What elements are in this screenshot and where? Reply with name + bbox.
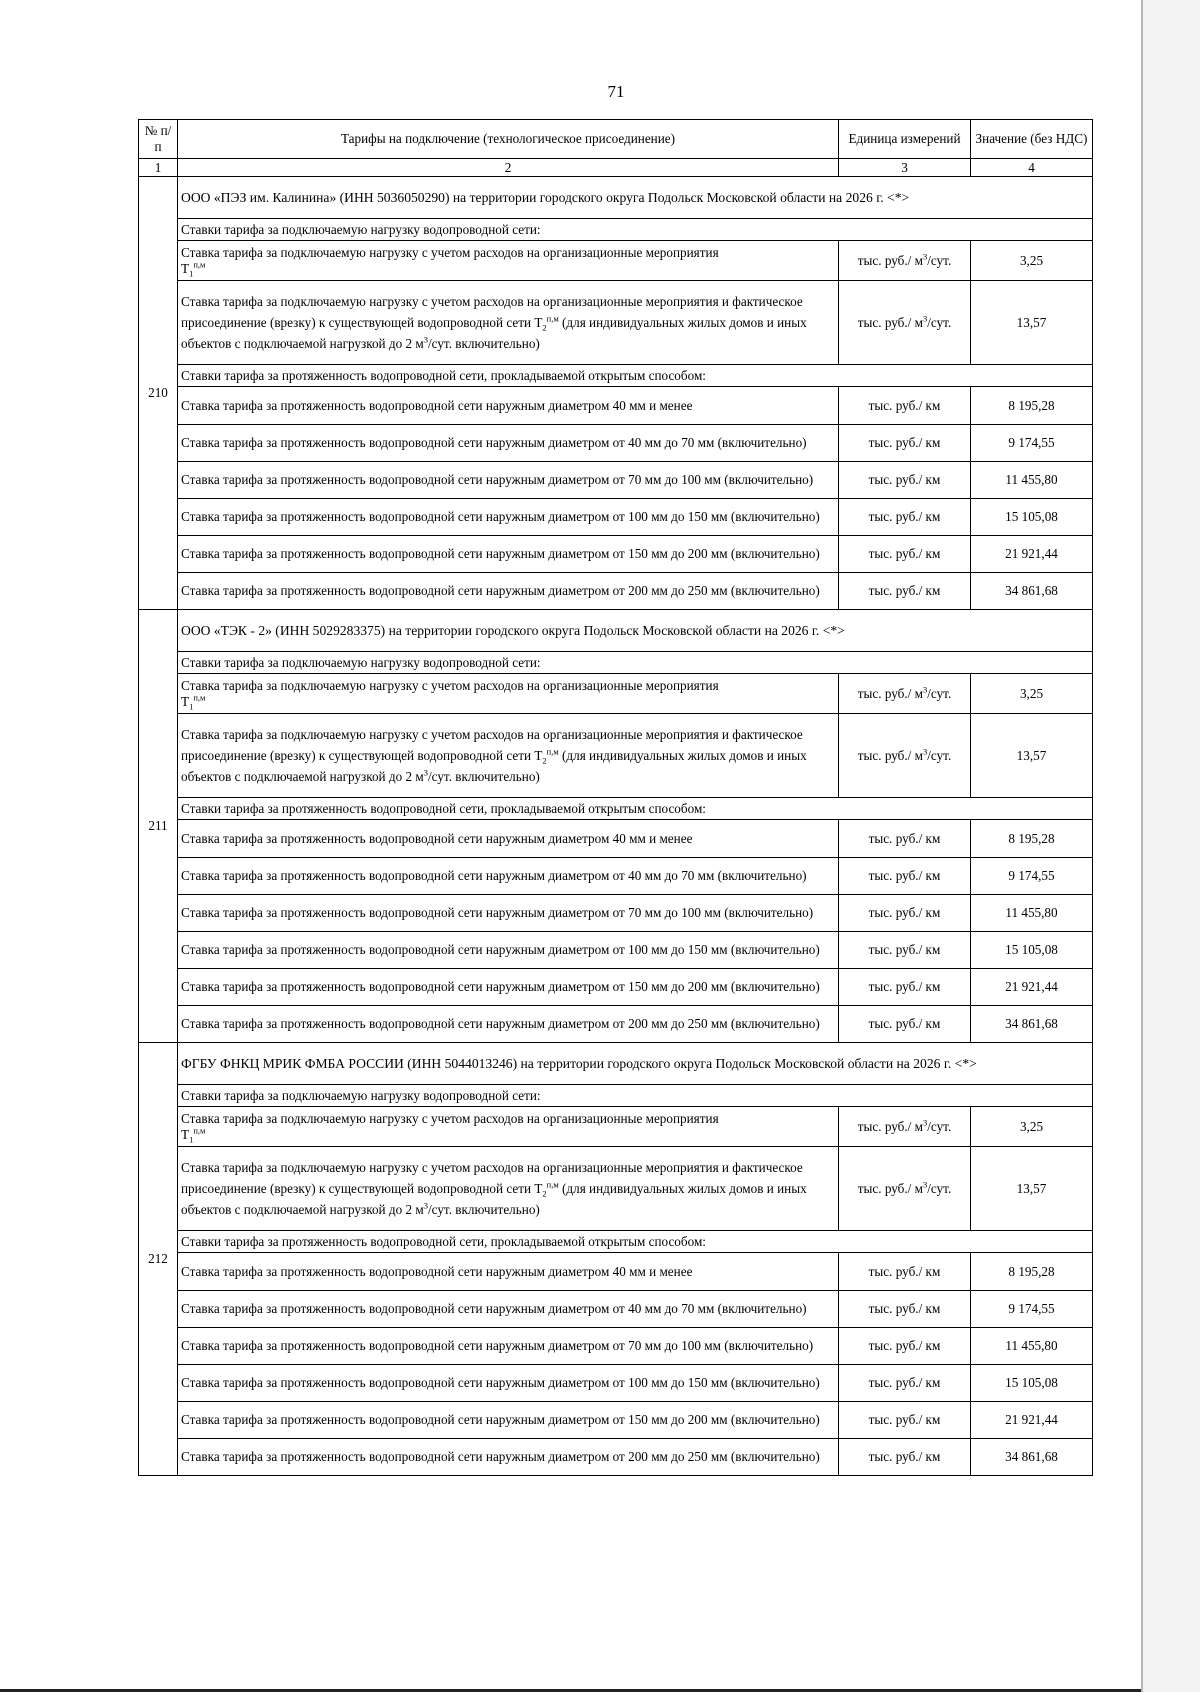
table-row bbox=[139, 932, 1093, 969]
tariff-description bbox=[178, 1107, 839, 1147]
row-value bbox=[971, 1328, 1093, 1365]
tariff-row-t2 bbox=[139, 281, 1093, 365]
table-row bbox=[139, 1365, 1093, 1402]
unit-text: тыс. руб./ км bbox=[868, 1301, 941, 1316]
tariff-subscript: 2 bbox=[542, 755, 547, 766]
org-row bbox=[139, 610, 1093, 652]
table-header-row bbox=[139, 120, 1093, 159]
row-description bbox=[178, 1253, 839, 1291]
page-number: 71 bbox=[607, 82, 625, 101]
tariff-row-t1 bbox=[139, 674, 1093, 714]
row-text: Ставка тарифа за протяженность водопроводной сети наружным диаметром от 70 мм до 100 мм (включительно) bbox=[181, 1338, 814, 1353]
length-header-cell bbox=[178, 365, 1093, 387]
value-text: 9 174,55 bbox=[1008, 868, 1055, 883]
tariff-value bbox=[971, 281, 1093, 365]
row-description bbox=[178, 387, 839, 425]
table-row bbox=[139, 499, 1093, 536]
row-value bbox=[971, 499, 1093, 536]
row-unit bbox=[839, 858, 971, 895]
org-title-cell bbox=[178, 177, 1093, 219]
row-unit bbox=[839, 499, 971, 536]
row-text: Ставка тарифа за протяженность водопроводной сети наружным диаметром от 150 мм до 200 мм (включительно) bbox=[181, 1412, 820, 1427]
unit-text: /сут. bbox=[927, 685, 952, 701]
table-row bbox=[139, 1439, 1093, 1476]
row-text: Ставка тарифа за протяженность водопроводной сети наружным диаметром от 40 мм до 70 мм (включительно) bbox=[181, 868, 807, 883]
unit-text: тыс. руб./ км bbox=[868, 1016, 941, 1031]
row-unit bbox=[839, 1291, 971, 1328]
row-text: Ставка тарифа за протяженность водопроводной сети наружным диаметром от 100 мм до 150 мм (включительно) bbox=[181, 942, 820, 957]
tariff-text: /сут. включительно) bbox=[428, 1202, 540, 1217]
value-text: 13,57 bbox=[1016, 747, 1047, 763]
tariff-superscript: п,м bbox=[193, 259, 206, 270]
unit-text: тыс. руб./ км bbox=[868, 472, 941, 487]
text-superscript: 3 bbox=[423, 334, 428, 345]
row-number: 210 bbox=[148, 385, 168, 400]
unit-text: тыс. руб./ м bbox=[857, 747, 923, 763]
unit-text: тыс. руб./ км bbox=[868, 1263, 941, 1279]
value-text: 21 921,44 bbox=[1005, 546, 1058, 561]
unit-text: /сут. bbox=[927, 314, 952, 330]
row-value bbox=[971, 1402, 1093, 1439]
tariff-table bbox=[138, 119, 1093, 1476]
tariff-superscript: п,м bbox=[546, 313, 559, 324]
value-text: 13,57 bbox=[1016, 1180, 1047, 1196]
load-header-row bbox=[139, 219, 1093, 241]
tariff-description bbox=[178, 1147, 839, 1231]
tariff-value bbox=[971, 714, 1093, 798]
row-unit bbox=[839, 1006, 971, 1043]
tariff-description bbox=[178, 674, 839, 714]
table-row bbox=[139, 1006, 1093, 1043]
row-unit bbox=[839, 1253, 971, 1291]
unit-text: тыс. руб./ км bbox=[868, 1449, 941, 1464]
tariff-text: (для индивидуальных жилых домов и иных объектов с подключаемой нагрузкой до 2 м bbox=[181, 1181, 807, 1217]
row-description bbox=[178, 1291, 839, 1328]
header-value: Значение (без НДС) bbox=[971, 120, 1093, 159]
org-row bbox=[139, 177, 1093, 219]
unit-text: тыс. руб./ км bbox=[868, 1375, 941, 1390]
tariff-unit bbox=[839, 281, 971, 365]
row-number-cell bbox=[139, 1043, 178, 1476]
tariff-unit bbox=[839, 1107, 971, 1147]
tariff-row-t2 bbox=[139, 1147, 1093, 1231]
column-index: 3 bbox=[839, 159, 971, 177]
tariff-symbol: Т bbox=[181, 260, 190, 276]
row-unit bbox=[839, 1365, 971, 1402]
row-text: Ставка тарифа за протяженность водопроводной сети наружным диаметром от 150 мм до 200 мм (включительно) bbox=[181, 546, 820, 561]
tariff-subscript: 1 bbox=[189, 1134, 194, 1145]
unit-text: тыс. руб./ км bbox=[868, 868, 941, 883]
unit-text: тыс. руб./ км bbox=[868, 435, 941, 450]
value-text: 8 195,28 bbox=[1008, 397, 1055, 413]
text-superscript: 3 bbox=[423, 1200, 428, 1211]
org-row bbox=[139, 1043, 1093, 1085]
row-text: Ставка тарифа за протяженность водопроводной сети наружным диаметром от 200 мм до 250 мм (включительно) bbox=[181, 583, 820, 598]
column-index: 2 bbox=[178, 159, 839, 177]
length-header-cell bbox=[178, 1231, 1093, 1253]
load-header: Ставки тарифа за подключаемую нагрузку водопроводной сети: bbox=[181, 221, 541, 237]
tariff-text: Ставка тарифа за подключаемую нагрузку с учетом расходов на организационные мероприятия и фактическое присоединение (врезку) к существующей водопроводной сети Т bbox=[181, 727, 803, 763]
value-text: 11 455,80 bbox=[1005, 1338, 1058, 1353]
row-description bbox=[178, 1006, 839, 1043]
tariff-unit bbox=[839, 714, 971, 798]
org-title: ФГБУ ФНКЦ МРИК ФМБА РОССИИ (ИНН 5044013246) на территории городского округа Подольск Московской области на 2026 г. <*> bbox=[181, 1055, 977, 1071]
tariff-row-t1 bbox=[139, 241, 1093, 281]
row-unit bbox=[839, 425, 971, 462]
unit-text: /сут. bbox=[927, 747, 952, 763]
value-text: 11 455,80 bbox=[1005, 905, 1058, 920]
unit-text: тыс. руб./ м bbox=[857, 252, 923, 268]
tariff-subscript: 1 bbox=[189, 701, 194, 712]
unit-text: /сут. bbox=[927, 1118, 952, 1134]
column-index-row bbox=[139, 159, 1093, 177]
tariff-description bbox=[178, 714, 839, 798]
table-row bbox=[139, 425, 1093, 462]
row-unit bbox=[839, 1439, 971, 1476]
value-text: 11 455,80 bbox=[1005, 472, 1058, 487]
unit-text: тыс. руб./ м bbox=[857, 314, 923, 330]
row-value bbox=[971, 1006, 1093, 1043]
length-header-cell bbox=[178, 798, 1093, 820]
unit-superscript: 3 bbox=[922, 313, 928, 324]
row-value bbox=[971, 462, 1093, 499]
tariff-text: Ставка тарифа за подключаемую нагрузку с учетом расходов на организационные мероприятия bbox=[181, 244, 719, 260]
value-text: 3,25 bbox=[1019, 1118, 1044, 1134]
tariff-value bbox=[971, 1147, 1093, 1231]
column-index: 4 bbox=[971, 159, 1093, 177]
tariff-row-t1 bbox=[139, 1107, 1093, 1147]
row-unit bbox=[839, 387, 971, 425]
tariff-value bbox=[971, 241, 1093, 281]
value-text: 21 921,44 bbox=[1005, 979, 1058, 994]
unit-text: тыс. руб./ км bbox=[868, 1412, 941, 1427]
row-text: Ставка тарифа за протяженность водопроводной сети наружным диаметром от 70 мм до 100 мм (включительно) bbox=[181, 905, 814, 920]
row-description bbox=[178, 1402, 839, 1439]
row-number-cell bbox=[139, 610, 178, 1043]
unit-text: /сут. bbox=[927, 252, 952, 268]
unit-superscript: 3 bbox=[922, 251, 928, 262]
tariff-superscript: п,м bbox=[546, 1179, 559, 1190]
row-text: Ставка тарифа за протяженность водопроводной сети наружным диаметром 40 мм и менее bbox=[181, 1263, 693, 1279]
load-header-row bbox=[139, 652, 1093, 674]
load-header: Ставки тарифа за подключаемую нагрузку водопроводной сети: bbox=[181, 1087, 541, 1103]
tariff-text: /сут. включительно) bbox=[428, 769, 540, 784]
row-value bbox=[971, 1365, 1093, 1402]
value-text: 9 174,55 bbox=[1008, 1301, 1055, 1316]
org-title: ООО «ПЭЗ им. Калинина» (ИНН 5036050290) на территории городского округа Подольск Московской области на 2026 г. <*> bbox=[181, 189, 910, 205]
row-number: 211 bbox=[148, 818, 168, 833]
row-description bbox=[178, 895, 839, 932]
row-value bbox=[971, 536, 1093, 573]
tariff-row-t2 bbox=[139, 714, 1093, 798]
row-text: Ставка тарифа за протяженность водопроводной сети наружным диаметром 40 мм и менее bbox=[181, 830, 693, 846]
value-text: 15 105,08 bbox=[1005, 942, 1058, 957]
header-unit: Единица измерений bbox=[839, 120, 971, 159]
row-value bbox=[971, 1439, 1093, 1476]
row-value bbox=[971, 969, 1093, 1006]
unit-text: тыс. руб./ км bbox=[868, 583, 941, 598]
tariff-text: Ставка тарифа за подключаемую нагрузку с учетом расходов на организационные мероприятия и фактическое присоединение (врезку) к существующей водопроводной сети Т bbox=[181, 294, 803, 330]
unit-text: тыс. руб./ км bbox=[868, 942, 941, 957]
table-row bbox=[139, 820, 1093, 858]
row-text: Ставка тарифа за протяженность водопроводной сети наружным диаметром от 40 мм до 70 мм (включительно) bbox=[181, 1301, 807, 1316]
unit-text: /сут. bbox=[927, 1180, 952, 1196]
row-description bbox=[178, 820, 839, 858]
text-superscript: 3 bbox=[423, 767, 428, 778]
row-unit bbox=[839, 462, 971, 499]
tariff-superscript: п,м bbox=[546, 746, 559, 757]
row-text: Ставка тарифа за протяженность водопроводной сети наружным диаметром от 40 мм до 70 мм (включительно) bbox=[181, 435, 807, 450]
column-index: 1 bbox=[139, 159, 178, 177]
row-unit bbox=[839, 536, 971, 573]
tariff-text: (для индивидуальных жилых домов и иных объектов с подключаемой нагрузкой до 2 м bbox=[181, 315, 807, 351]
org-title-cell bbox=[178, 1043, 1093, 1085]
row-description bbox=[178, 462, 839, 499]
value-text: 3,25 bbox=[1019, 685, 1044, 701]
tariff-symbol: Т bbox=[181, 1126, 190, 1142]
header-name: Тарифы на подключение (технологическое присоединение) bbox=[178, 120, 839, 159]
value-text: 8 195,28 bbox=[1008, 1263, 1055, 1279]
tariff-value bbox=[971, 674, 1093, 714]
unit-text: тыс. руб./ км bbox=[868, 509, 941, 524]
row-value bbox=[971, 895, 1093, 932]
table-row bbox=[139, 1402, 1093, 1439]
table-row bbox=[139, 1328, 1093, 1365]
value-text: 9 174,55 bbox=[1008, 435, 1055, 450]
row-text: Ставка тарифа за протяженность водопроводной сети наружным диаметром от 100 мм до 150 мм (включительно) bbox=[181, 509, 820, 524]
row-description bbox=[178, 425, 839, 462]
unit-text: тыс. руб./ км bbox=[868, 1338, 941, 1353]
length-header-row bbox=[139, 1231, 1093, 1253]
row-unit bbox=[839, 932, 971, 969]
unit-text: тыс. руб./ км bbox=[868, 979, 941, 994]
tariff-text: Ставка тарифа за подключаемую нагрузку с учетом расходов на организационные мероприятия и фактическое присоединение (врезку) к существующей водопроводной сети Т bbox=[181, 1160, 803, 1196]
tariff-subscript: 2 bbox=[542, 322, 547, 333]
length-header: Ставки тарифа за протяженность водопроводной сети, прокладываемой открытым способом: bbox=[181, 800, 706, 816]
row-description bbox=[178, 932, 839, 969]
row-description bbox=[178, 858, 839, 895]
scan-page-edge bbox=[1141, 0, 1200, 1692]
unit-superscript: 3 bbox=[922, 1117, 928, 1128]
tariff-text: /сут. включительно) bbox=[428, 336, 540, 351]
row-text: Ставка тарифа за протяженность водопроводной сети наружным диаметром от 70 мм до 100 мм (включительно) bbox=[181, 472, 814, 487]
row-unit bbox=[839, 969, 971, 1006]
row-unit bbox=[839, 895, 971, 932]
unit-text: тыс. руб./ м bbox=[857, 685, 923, 701]
tariff-description bbox=[178, 281, 839, 365]
load-header-cell bbox=[178, 652, 1093, 674]
tariff-text: (для индивидуальных жилых домов и иных объектов с подключаемой нагрузкой до 2 м bbox=[181, 748, 807, 784]
length-header-row bbox=[139, 798, 1093, 820]
org-title-cell bbox=[178, 610, 1093, 652]
tariff-superscript: п,м bbox=[193, 692, 206, 703]
tariff-text: Ставка тарифа за подключаемую нагрузку с учетом расходов на организационные мероприятия bbox=[181, 677, 719, 693]
table-row bbox=[139, 536, 1093, 573]
value-text: 3,25 bbox=[1019, 252, 1044, 268]
unit-superscript: 3 bbox=[922, 1179, 928, 1190]
tariff-unit bbox=[839, 674, 971, 714]
row-description bbox=[178, 1439, 839, 1476]
table-row bbox=[139, 1253, 1093, 1291]
row-description bbox=[178, 573, 839, 610]
table-row bbox=[139, 858, 1093, 895]
tariff-superscript: п,м bbox=[193, 1125, 206, 1136]
tariff-value bbox=[971, 1107, 1093, 1147]
load-header-cell bbox=[178, 1085, 1093, 1107]
org-title: ООО «ТЭК - 2» (ИНН 5029283375) на территории городского округа Подольск Московской области на 2026 г. <*> bbox=[181, 622, 845, 638]
row-value bbox=[971, 387, 1093, 425]
unit-text: тыс. руб./ км bbox=[868, 546, 941, 561]
row-value bbox=[971, 1253, 1093, 1291]
unit-text: тыс. руб./ км bbox=[868, 830, 941, 846]
value-text: 34 861,68 bbox=[1005, 583, 1058, 598]
row-value bbox=[971, 858, 1093, 895]
row-description bbox=[178, 1365, 839, 1402]
table-row bbox=[139, 462, 1093, 499]
row-unit bbox=[839, 1402, 971, 1439]
row-text: Ставка тарифа за протяженность водопроводной сети наружным диаметром от 150 мм до 200 мм (включительно) bbox=[181, 979, 820, 994]
load-header-row bbox=[139, 1085, 1093, 1107]
unit-text: тыс. руб./ км bbox=[868, 905, 941, 920]
length-header: Ставки тарифа за протяженность водопроводной сети, прокладываемой открытым способом: bbox=[181, 367, 706, 383]
row-value bbox=[971, 820, 1093, 858]
row-text: Ставка тарифа за протяженность водопроводной сети наружным диаметром от 200 мм до 250 мм (включительно) bbox=[181, 1016, 820, 1031]
row-description bbox=[178, 969, 839, 1006]
table-row bbox=[139, 895, 1093, 932]
load-header-cell bbox=[178, 219, 1093, 241]
length-header-row bbox=[139, 365, 1093, 387]
table-row bbox=[139, 573, 1093, 610]
value-text: 21 921,44 bbox=[1005, 1412, 1058, 1427]
unit-superscript: 3 bbox=[922, 746, 928, 757]
row-text: Ставка тарифа за протяженность водопроводной сети наружным диаметром 40 мм и менее bbox=[181, 397, 693, 413]
row-text: Ставка тарифа за протяженность водопроводной сети наружным диаметром от 200 мм до 250 мм (включительно) bbox=[181, 1449, 820, 1464]
row-unit bbox=[839, 1328, 971, 1365]
row-number: 212 bbox=[148, 1251, 168, 1266]
value-text: 15 105,08 bbox=[1005, 1375, 1058, 1390]
unit-text: тыс. руб./ м bbox=[857, 1180, 923, 1196]
value-text: 34 861,68 bbox=[1005, 1449, 1058, 1464]
tariff-subscript: 2 bbox=[542, 1188, 547, 1199]
tariff-symbol: Т bbox=[181, 693, 190, 709]
load-header: Ставки тарифа за подключаемую нагрузку водопроводной сети: bbox=[181, 654, 541, 670]
row-value bbox=[971, 932, 1093, 969]
row-text: Ставка тарифа за протяженность водопроводной сети наружным диаметром от 100 мм до 150 мм (включительно) bbox=[181, 1375, 820, 1390]
row-description bbox=[178, 536, 839, 573]
tariff-description bbox=[178, 241, 839, 281]
value-text: 15 105,08 bbox=[1005, 509, 1058, 524]
tariff-subscript: 1 bbox=[189, 268, 194, 279]
value-text: 8 195,28 bbox=[1008, 830, 1055, 846]
tariff-unit bbox=[839, 1147, 971, 1231]
row-description bbox=[178, 1328, 839, 1365]
unit-text: тыс. руб./ км bbox=[868, 397, 941, 413]
row-unit bbox=[839, 573, 971, 610]
value-text: 13,57 bbox=[1016, 314, 1047, 330]
unit-superscript: 3 bbox=[922, 684, 928, 695]
table-row bbox=[139, 387, 1093, 425]
value-text: 34 861,68 bbox=[1005, 1016, 1058, 1031]
tariff-unit bbox=[839, 241, 971, 281]
row-unit bbox=[839, 820, 971, 858]
row-number-cell bbox=[139, 177, 178, 610]
row-value bbox=[971, 1291, 1093, 1328]
row-value bbox=[971, 573, 1093, 610]
row-description bbox=[178, 499, 839, 536]
table-row bbox=[139, 1291, 1093, 1328]
row-value bbox=[971, 425, 1093, 462]
table-row bbox=[139, 969, 1093, 1006]
unit-text: тыс. руб./ м bbox=[857, 1118, 923, 1134]
length-header: Ставки тарифа за протяженность водопроводной сети, прокладываемой открытым способом: bbox=[181, 1233, 706, 1249]
tariff-text: Ставка тарифа за подключаемую нагрузку с учетом расходов на организационные мероприятия bbox=[181, 1110, 719, 1126]
header-no: № п/п bbox=[139, 120, 178, 159]
